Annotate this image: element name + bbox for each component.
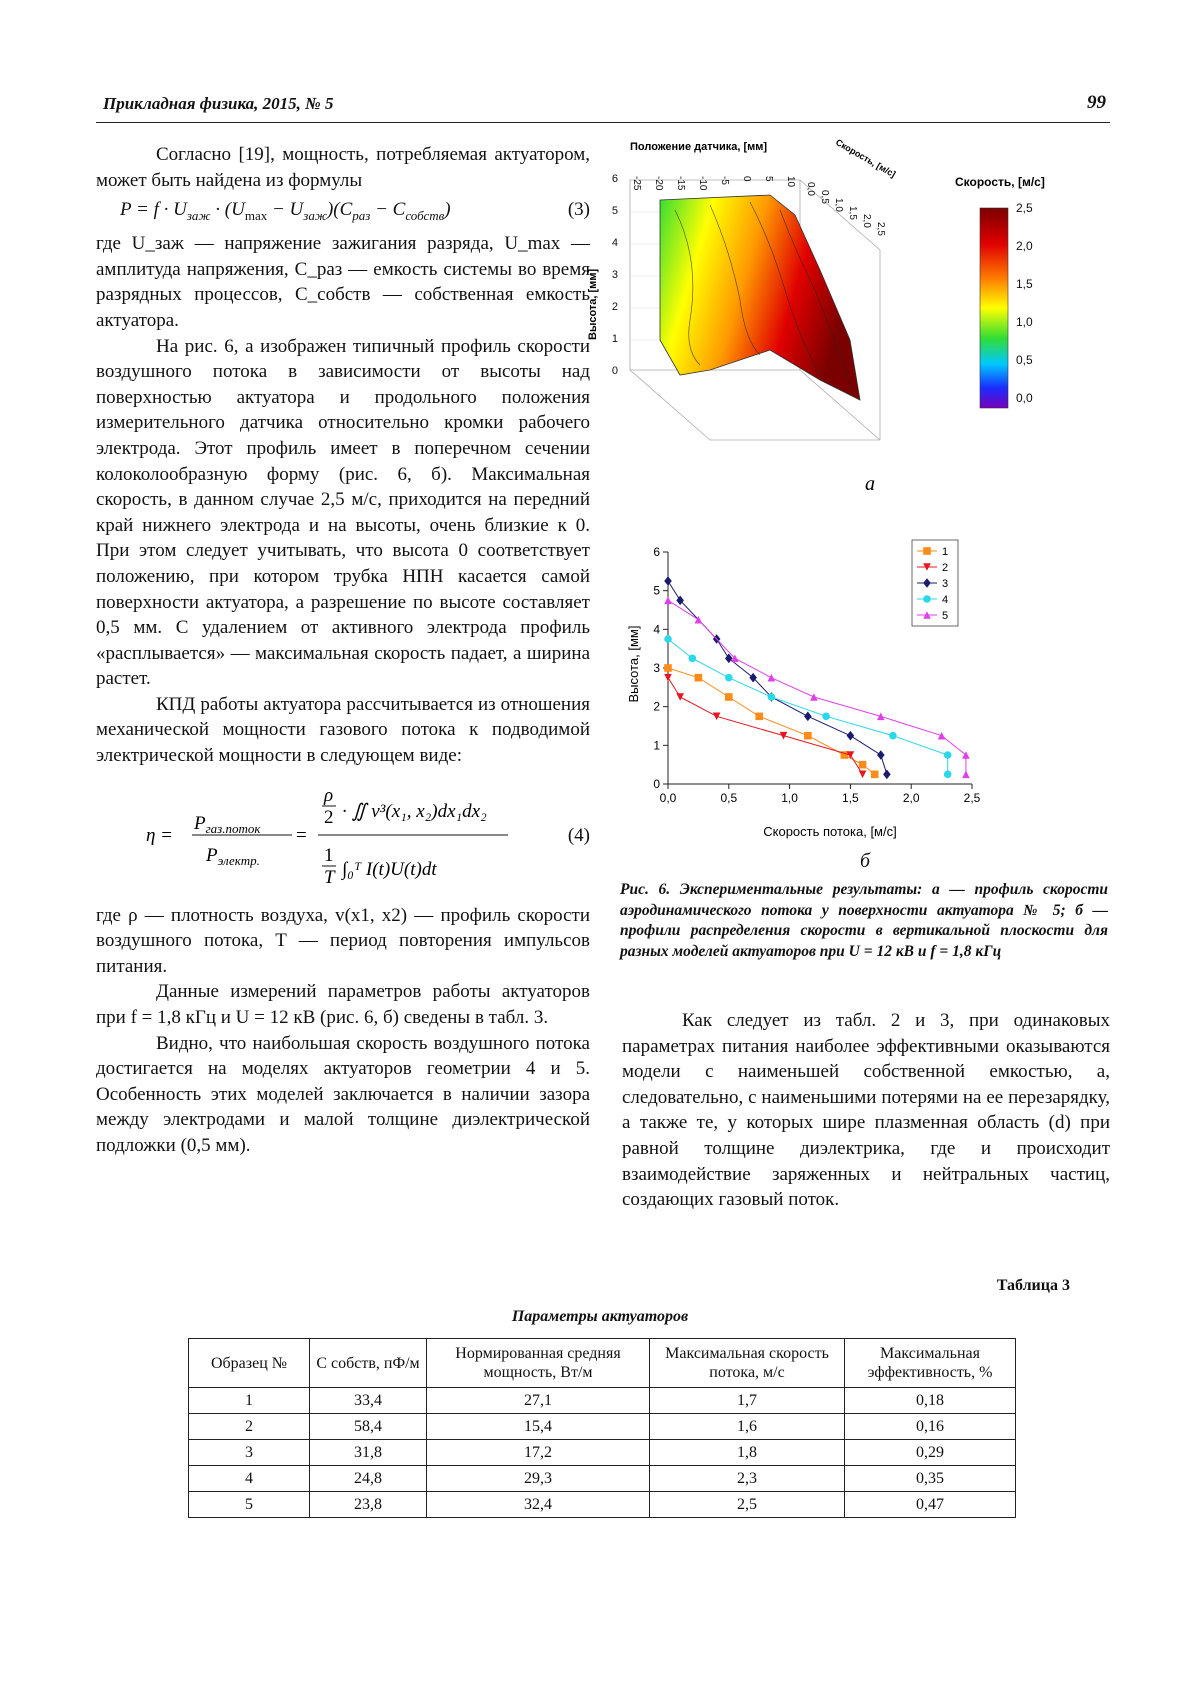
table-header: Максимальная эффективность, % [845, 1339, 1016, 1388]
table-header: Максимальная скорость потока, м/с [650, 1339, 845, 1388]
fig-a-ztick: 0,0 [805, 182, 816, 196]
paragraph-density: где ρ — плотность воздуха, v(x1, x2) — профиль скорости воздушного потока, T — период повторения импульсов питания. [96, 904, 590, 977]
data-point [859, 771, 867, 779]
table-cell: 2 [189, 1414, 310, 1440]
table-cell: 33,4 [310, 1388, 427, 1414]
colorbar-title: Скорость, [м/с] [955, 175, 1045, 189]
chart-y-tick-label: 6 [653, 545, 660, 559]
data-point [944, 751, 952, 759]
fig-a-xtick: 10 [785, 176, 796, 188]
colorbar-tick: 2,5 [1016, 201, 1033, 215]
legend-marker [923, 595, 931, 603]
data-point [847, 731, 855, 741]
data-point [877, 713, 885, 721]
table-cell: 4 [189, 1466, 310, 1492]
data-point [664, 597, 672, 605]
fig-a-ztick: 1,5 [847, 206, 858, 220]
fig-a-ytick: 1 [611, 333, 618, 345]
colorbar-tick: 0,0 [1016, 391, 1033, 405]
colorbar-tick: 0,5 [1016, 353, 1033, 367]
paragraph-symbols: где U_заж — напряжение зажигания разряда, U_max — амплитуда напряжения, C_раз — емкость системы во время разрядных процессов, C_собств — собственная емкость актуатора. [96, 233, 590, 331]
data-point [689, 655, 697, 663]
data-point [944, 771, 952, 779]
legend-label: 1 [942, 546, 949, 558]
data-point [713, 713, 721, 721]
table-cell: 0,29 [845, 1440, 1016, 1466]
svg-text:· ∬ v³(x₁, x₂)dx₁dx₂: · ∬ v³(x₁, x₂)dx₁dx₂ [342, 800, 487, 822]
data-point [804, 732, 812, 740]
colorbar-tick: 1,5 [1016, 277, 1033, 291]
data-point [695, 674, 703, 682]
colorbar-tick: 1,0 [1016, 315, 1033, 329]
table-cell: 23,8 [310, 1492, 427, 1518]
table-cell: 1,6 [650, 1414, 845, 1440]
chart-x-tick-label: 1,0 [781, 791, 798, 805]
fig-a-xtick: -25 [631, 176, 642, 191]
data-point [871, 771, 879, 779]
data-point [859, 761, 867, 769]
paragraph-measurements: Данные измерений параметров работы актуаторов при f = 1,8 кГц и U = 12 кВ (рис. 6, б) сведены в табл. 3. [96, 981, 590, 1029]
table-cell: 27,1 [427, 1388, 650, 1414]
paragraph-conclusion: Видно, что наибольшая скорость воздушного потока достигается на моделях актуаторов геометрии 4 и 5. Особенность этих моделей заключается в наличии зазора между электродами и малой толщине диэлектрической подложки (0,5 мм). [96, 1032, 590, 1156]
paragraph-right-conclusion: Как следует из табл. 2 и 3, при одинаковых параметрах питания наиболее эффективными оказываются модели с наименьшей собственной емкостью, а, следовательно, с наименьшими потерями на ее перезарядку, а также те, у которых шире плазменная область (d) при равной толщине диэлектрика, где и происходит взаимодействие заряженных и нейтральных частиц, создающих газовый поток. [622, 1010, 1110, 1211]
chart-x-tick-label: 2,5 [963, 791, 981, 805]
svg-text:η =: η = [146, 824, 173, 846]
data-point [822, 713, 830, 721]
table-cell: 3 [189, 1440, 310, 1466]
data-point [725, 674, 733, 682]
data-point [664, 674, 672, 682]
table-cell: 2,3 [650, 1466, 845, 1492]
fig-a-ytick: 3 [611, 269, 618, 281]
data-point [768, 674, 776, 682]
data-point [883, 770, 891, 780]
data-point [962, 771, 970, 779]
chart-y-tick-label: 0 [653, 777, 660, 791]
figure-b-label: б [860, 850, 871, 872]
data-point [676, 693, 684, 701]
table-header-row [189, 1339, 1016, 1388]
fig-a-ztick: 1,0 [833, 198, 844, 212]
fig-a-x-title: Положение датчика, [мм] [630, 141, 768, 153]
table-cell: 17,2 [427, 1440, 650, 1466]
left-column [96, 142, 590, 1159]
data-point [889, 732, 897, 740]
equation-3 [96, 195, 590, 229]
fig-a-xtick: 0 [741, 176, 752, 182]
fig-a-xtick: -5 [719, 176, 730, 185]
chart-y-tick-label: 3 [653, 661, 660, 675]
table-cell: 1,7 [650, 1388, 845, 1414]
chart-x-tick-label: 1,5 [842, 791, 859, 805]
fig-a-ztick: 2,5 [875, 222, 886, 236]
table-cell: 0,18 [845, 1388, 1016, 1414]
svg-text:=: = [296, 824, 307, 846]
table-cell: 0,35 [845, 1466, 1016, 1492]
right-column [622, 1008, 1110, 1213]
series-line-2 [668, 678, 863, 775]
svg-text:∫₀ᵀ I(t)U(t)dt: ∫₀ᵀ I(t)U(t)dt [342, 858, 437, 880]
chart-y-label: Высота, [мм] [626, 625, 641, 703]
table-header: Нормированная средняя мощность, Вт/м [427, 1339, 650, 1388]
table-cell: 2,5 [650, 1492, 845, 1518]
table-header: C собств, пФ/м [310, 1339, 427, 1388]
figure-caption: Рис. 6. Экспериментальные результаты: а — профиль скорости аэродинамического потока у поверхности актуатора № 5; б — профили распределения скорости в вертикальной плоскости для разных моделей актуаторов при U = 12 кВ и f = 1,8 кГц [620, 881, 1108, 960]
equation-3-body: $P = f \cdot U_{заж} \cdot (U_{max} - U_{заж})(C_{раз} - C_{собств})$ [120, 199, 451, 223]
table-cell: 0,47 [845, 1492, 1016, 1518]
legend-label: 2 [942, 562, 949, 574]
paragraph-efficiency-intro: КПД работы актуатора рассчитывается из отношения механической мощности газового потока к подводимой электрической мощности в следующем виде: [96, 693, 590, 767]
fig-a-ytick: 2 [611, 301, 618, 313]
figure-6a-surface [587, 137, 1080, 500]
svg-text:ρ: ρ [324, 784, 334, 806]
data-point [804, 712, 812, 722]
equation-4-formula [146, 777, 506, 897]
paragraph-power-intro: Согласно [19], мощность, потребляемая актуатором, может быть найдена из формулы [96, 144, 590, 191]
colorbar-tick: 2,0 [1016, 239, 1033, 253]
fig-a-ytick: 4 [611, 237, 618, 249]
data-point [780, 732, 788, 740]
journal-header: Прикладная физика, 2015, № 5 [103, 94, 334, 113]
table-row [189, 1388, 1016, 1414]
figure-6b-chart [620, 534, 1080, 852]
chart-x-label: Скорость потока, [м/с] [763, 824, 897, 839]
table-cell: 1 [189, 1388, 310, 1414]
legend-marker [923, 547, 931, 555]
table-cell: 1,8 [650, 1440, 845, 1466]
chart-y-tick-label: 5 [653, 583, 660, 598]
table-row [189, 1414, 1016, 1440]
parameters-table [188, 1338, 1016, 1518]
data-point [664, 664, 672, 672]
svg-text:Pэлектр.: $P_{электр.}$ [206, 844, 260, 868]
table-header: Образец № [189, 1339, 310, 1388]
svg-text:2: 2 [324, 806, 334, 828]
equation-4 [96, 777, 590, 897]
data-point [810, 693, 818, 701]
chart-x-tick-label: 2,0 [902, 791, 920, 805]
table-cell: 15,4 [427, 1414, 650, 1440]
chart-x-tick-label: 0,5 [720, 791, 738, 805]
equation-4-number: (4) [567, 824, 590, 846]
figure-a-label: а [865, 473, 875, 495]
colorbar [980, 208, 1008, 408]
table-cell: 0,16 [845, 1414, 1016, 1440]
table-cell: 58,4 [310, 1414, 427, 1440]
table-cell: 32,4 [427, 1492, 650, 1518]
table-cell: 24,8 [310, 1466, 427, 1492]
svg-text:T: T [324, 866, 335, 888]
fig-a-ztick: 2,0 [861, 214, 872, 228]
chart-y-tick-label: 4 [653, 622, 660, 637]
header-rule [96, 122, 1110, 123]
fig-a-y-title: Высота, [мм] [587, 268, 599, 340]
svg-text:1: 1 [324, 844, 334, 866]
series-line-4 [668, 639, 948, 774]
page-number: 99 [1087, 92, 1106, 113]
legend-label: 3 [942, 578, 949, 590]
data-point [938, 732, 946, 740]
table-label: Таблица 3 [996, 1277, 1070, 1294]
fig-a-ytick: 6 [611, 173, 618, 185]
fig-a-ytick: 5 [611, 205, 618, 217]
data-point [755, 713, 763, 721]
data-point [725, 693, 733, 701]
table-cell: 29,3 [427, 1466, 650, 1492]
fig-a-xtick: -15 [675, 176, 686, 191]
svg-text:Pгаз.поток: $P_{газ.поток}$ [194, 812, 261, 836]
fig-a-xtick: -10 [697, 176, 708, 191]
table-row [189, 1440, 1016, 1466]
data-point [877, 750, 885, 760]
table-cell: 31,8 [310, 1440, 427, 1466]
chart-y-tick-label: 1 [653, 738, 660, 753]
fig-a-ztick: 0,5 [819, 190, 830, 204]
table-row [189, 1466, 1016, 1492]
fig-a-xtick: 5 [763, 176, 774, 182]
fig-a-z-title: Скорость, [м/с] [834, 137, 898, 180]
table-row [189, 1492, 1016, 1518]
fig-a-ytick: 0 [611, 365, 618, 377]
equation-3-number: (3) [567, 199, 590, 221]
chart-y-tick-label: 2 [653, 699, 660, 714]
table-title: Параметры актуаторов [511, 1308, 689, 1325]
legend-label: 5 [942, 610, 949, 622]
fig-a-xtick: -20 [653, 176, 664, 191]
paragraph-profile: На рис. 6, а изображен типичный профиль скорости воздушного потока в зависимости от высоты над поверхностью актуатора и продольного положения измерительного датчика относительно кромки рабочего электрода. Этот профиль имеет в поперечном сечении колоколообразную форму (рис. 6, б). Максимальная скорость, в данном случае 2,5 м/с, приходится на передний край нижнего электрода и на высоты, очень близкие к 0. При этом следует учитывать, что высота 0 соответствует положению, при котором трубка НПН касается самой поверхности актуатора, а разрешение по высоте составляет 0,5 мм. С удалением от активного электрода профиль «расплывается» — максимальная скорость падает, а ширина растет. [96, 335, 590, 690]
data-point [664, 635, 672, 643]
chart-x-tick-label: 0,0 [659, 791, 677, 805]
data-point [768, 693, 776, 701]
table-cell: 5 [189, 1492, 310, 1518]
legend-label: 4 [942, 594, 949, 606]
